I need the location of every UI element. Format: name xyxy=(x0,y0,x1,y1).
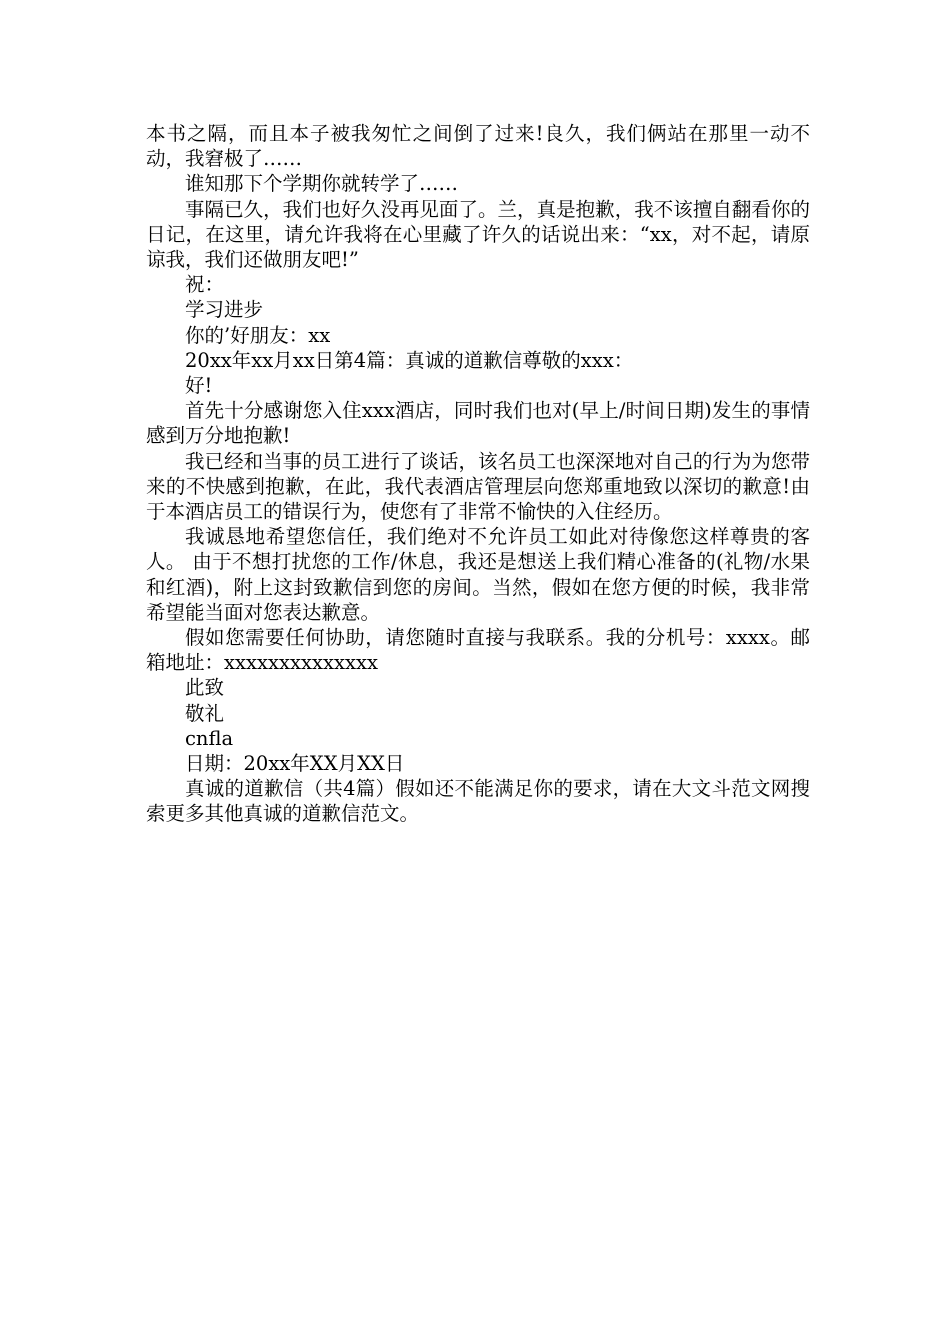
paragraph-thanks: 首先十分感谢您入住xxx酒店，同时我们也对(早上/时间日期)发生的事情感到万分地抱歉! xyxy=(146,399,810,448)
closing-ci-zhi: 此致 xyxy=(185,676,225,700)
signature: 你的’好朋友：xx xyxy=(185,323,331,347)
closing-wish-text: 学习进步 xyxy=(185,298,264,322)
document-body xyxy=(146,121,810,827)
paragraph-footer: 真诚的道歉信（共4篇）假如还不能满足你的要求，请在大文斗范文网搜索更多其他真诚的道歉信范文。 xyxy=(146,777,810,826)
paragraph-transfer: 谁知那下个学期你就转学了…… xyxy=(185,172,459,196)
date-and-heading: 20xx年xx月xx日第4篇：真诚的道歉信尊敬的xxx： xyxy=(185,348,634,372)
greeting: 好! xyxy=(185,374,213,398)
closing-wish: 祝： xyxy=(185,273,225,297)
signature-name: cnfla xyxy=(185,726,234,750)
paragraph-continuation: 本书之隔，而且本子被我匆忙之间倒了过来!良久，我们俩站在那里一动不动，我窘极了…… xyxy=(146,122,810,171)
paragraph-apology: 事隔已久，我们也好久没再见面了。兰，真是抱歉，我不该擅自翻看你的日记，在这里，请允许我将在心里藏了许久的话说出来：“xx，对不起，请原谅我，我们还做朋友吧!” xyxy=(146,197,810,272)
paragraph-contact: 假如您需要任何协助，请您随时直接与我联系。我的分机号：xxxx。邮箱地址：xxxxxxxxxxxxxx xyxy=(146,626,810,675)
paragraph-staff: 我已经和当事的员工进行了谈话，该名员工也深深地对自己的行为为您带来的不快感到抱歉，在此，我代表酒店管理层向您郑重地致以深切的歉意!由于本酒店员工的错误行为，使您有了非常不愉快的入住经历。 xyxy=(146,449,810,524)
signature-date: 日期：20xx年XX月XX日 xyxy=(185,752,405,776)
closing-jing-li: 敬礼 xyxy=(185,701,225,725)
paragraph-trust: 我诚恳地希望您信任，我们绝对不允许员工如此对待像您这样尊贵的客人。 由于不想打扰您的工作/休息，我还是想送上我们精心准备的(礼物/水果和红酒)，附上这封致歉信到您的房间。当然，假如在您方便的时候，我非常希望能当面对您表达歉意。 xyxy=(146,525,810,624)
